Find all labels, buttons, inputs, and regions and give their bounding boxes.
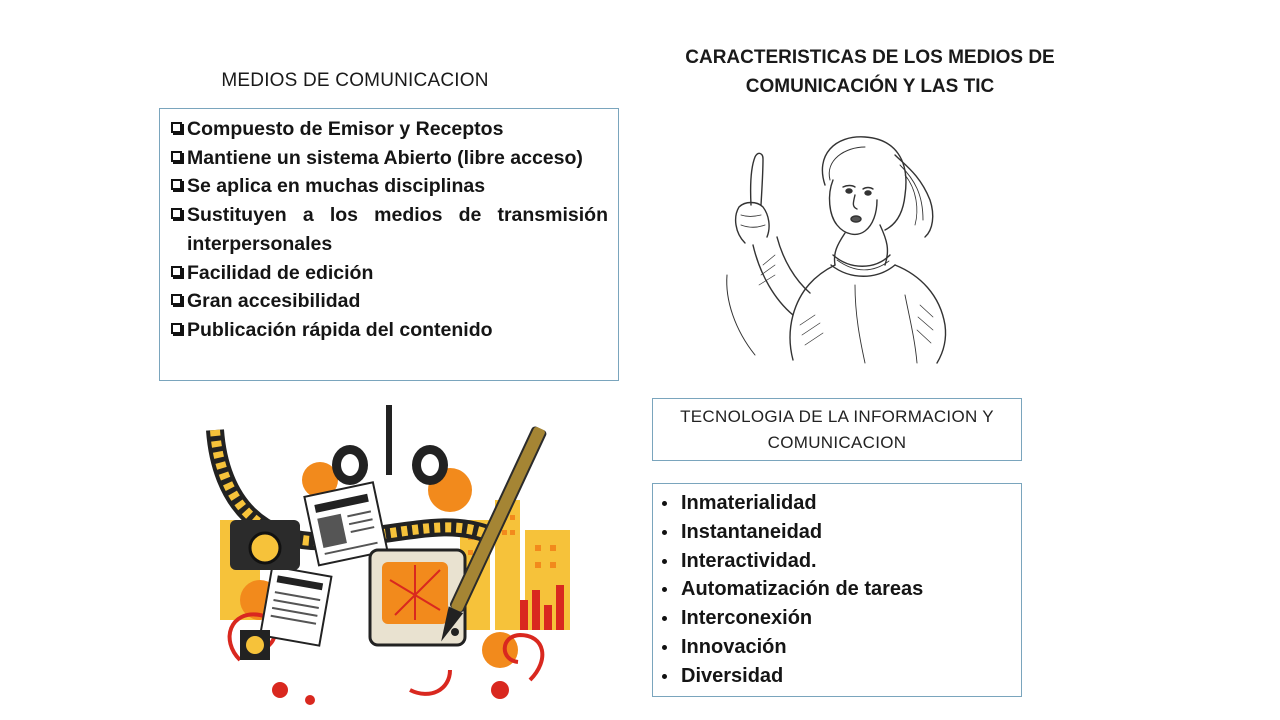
medios-list — [170, 115, 608, 345]
list-item: Interconexión — [661, 604, 1011, 633]
checkbox-bullet-icon — [171, 151, 182, 162]
list-item: Sustituyen a los medios de transmisión interpersonales — [170, 201, 608, 258]
bullet-icon — [662, 530, 667, 535]
bullet-icon — [662, 616, 667, 621]
checkbox-bullet-icon — [171, 323, 182, 334]
bullet-icon — [662, 645, 667, 650]
list-item: Diversidad — [661, 662, 1011, 691]
media-collage-image — [200, 400, 580, 710]
checkbox-bullet-icon — [171, 179, 182, 190]
tic-label: TECNOLOGIA DE LA INFORMACION Y COMUNICACION — [680, 406, 994, 452]
bullet-icon — [662, 559, 667, 564]
checkbox-bullet-icon — [171, 266, 182, 277]
bullet-icon — [662, 587, 667, 592]
list-item: Interactividad. — [661, 547, 1011, 576]
list-item: Innovación — [661, 633, 1011, 662]
checkbox-bullet-icon — [171, 208, 182, 219]
checkbox-bullet-icon — [171, 294, 182, 305]
list-item: Gran accesibilidad — [170, 287, 608, 316]
list-item: Facilidad de edición — [170, 259, 608, 288]
medios-title: MEDIOS DE COMUNICACION — [221, 70, 489, 91]
bullet-icon — [662, 674, 667, 679]
tic-label-box — [652, 398, 1022, 461]
list-item: Compuesto de Emisor y Receptos — [170, 115, 608, 144]
list-item: Automatización de tareas — [661, 575, 1011, 604]
list-item: Publicación rápida del contenido — [170, 316, 608, 345]
list-item: Se aplica en muchas disciplinas — [170, 172, 608, 201]
medios-list-box — [159, 108, 619, 381]
woman-pointing-sketch-image — [705, 125, 965, 365]
list-item: Instantaneidad — [661, 518, 1011, 547]
bullet-icon — [662, 501, 667, 506]
list-item: Mantiene un sistema Abierto (libre acceso) — [170, 144, 608, 173]
slide-title: CARACTERISTICAS DE LOS MEDIOS DE COMUNICACIÓN Y LAS TIC — [685, 47, 1055, 97]
characteristics-list-box — [652, 483, 1022, 697]
list-item: Inmaterialidad — [661, 489, 1011, 518]
characteristics-list — [661, 489, 1011, 691]
checkbox-bullet-icon — [171, 122, 182, 133]
